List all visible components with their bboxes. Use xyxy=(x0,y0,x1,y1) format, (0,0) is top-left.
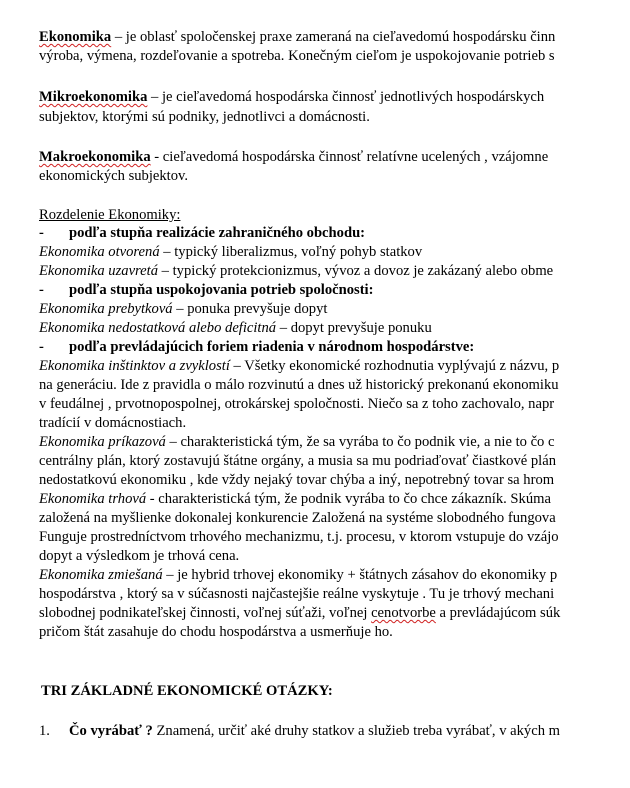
term-makroekonomika: Makroekonomika xyxy=(39,149,151,165)
item-otvorena: Ekonomika otvorená – typický liberalizmus, voľný pohyb statkov xyxy=(39,244,423,260)
item-trhova-line-3: Funguje prostredníctvom trhového mechanizmu, t.j. procesu, v ktorom vstupuje do vzájo xyxy=(39,529,559,545)
category-heading-2: - podľa stupňa uspokojovania potrieb spoločnosti: xyxy=(39,282,374,298)
category-heading-3: - podľa prevládajúcich foriem riadenia v národnom hospodárstve: xyxy=(39,339,475,355)
item-instinktov: Ekonomika inštinktov a zvyklostí – Všetky ekonomické rozhodnutia vyplývajú z názvu, p xyxy=(39,358,560,374)
mikroekonomika-definition-line-1: Mikroekonomika – je cieľavedomá hospodárska činnosť jednotlivých hospodárskych xyxy=(39,89,545,105)
item-instinktov-line-3: v feudálnej , prvotnopospolnej, otrokárskej spoločnosti. Niečo sa z toho zachovalo, napr xyxy=(39,396,555,412)
item-zmiesana-line-2: hospodárstva , ktorý sa v súčasnosti najčastejšie reálne vyskytuje . Tu je trhový mechani xyxy=(39,586,555,602)
term-mikroekonomika: Mikroekonomika xyxy=(39,89,148,105)
makroekonomika-definition-line-2: ekonomických subjektov. xyxy=(39,168,189,184)
item-zmiesana-line-3: slobodnej podnikateľskej činnosti, voľnej súťaži, voľnej cenotvorbe a prevládajúcom súk xyxy=(39,605,561,621)
item-trhova-line-2: založená na myšlienke dokonalej konkurencie Založená na systéme slobodného fungova xyxy=(39,510,556,526)
item-zmiesana-line-4: pričom štát zasahuje do chodu hospodárstva a usmerňuje ho. xyxy=(39,624,393,640)
item-trhova: Ekonomika trhová - charakteristická tým, že podnik vyrába to čo chce zákazník. Skúma xyxy=(39,491,551,507)
item-prikazova-line-3: nedostatkovú ekonomiku , kde vždy nejaký tovar chýba a iný, nepotrebný tovar sa hrom xyxy=(39,472,555,488)
item-zmiesana: Ekonomika zmiešaná – je hybrid trhovej ekonomiky + štátnych zásahov do ekonomiky p xyxy=(39,567,558,583)
misspelled-word: cenotvorbe xyxy=(371,605,436,621)
term-ekonomika: Ekonomika xyxy=(39,29,112,45)
item-prikazova: Ekonomika príkazová – charakteristická tým, že sa vyrába to čo podnik vie, a nie to čo c xyxy=(39,434,555,450)
rozdelenie-heading: Rozdelenie Ekonomiky: xyxy=(39,207,181,223)
item-nedostatkova: Ekonomika nedostatková alebo deficitná – dopyt prevyšuje ponuku xyxy=(39,320,432,336)
item-prikazova-line-2: centrálny plán, ktorý zostavujú štátne orgány, a musia sa mu podriaďovať čiastkové plán xyxy=(39,453,556,469)
section-title: TRI ZÁKLADNÉ EKONOMICKÉ OTÁZKY: xyxy=(41,683,333,699)
item-prebytkova: Ekonomika prebytková – ponuka prevyšuje dopyt xyxy=(39,301,328,317)
question-1: 1. Čo vyrábať ? Znamená, určiť aké druhy statkov a služieb treba vyrábať, v akých m xyxy=(39,723,560,739)
item-instinktov-line-4: tradícií v domácnostiach. xyxy=(39,415,187,431)
mikroekonomika-definition-line-2: subjektov, ktorými sú podniky, jednotlivci a domácnosti. xyxy=(39,109,370,125)
item-uzavreta: Ekonomika uzavretá – typický protekcionizmus, vývoz a dovoz je zakázaný alebo obme xyxy=(39,263,554,279)
makroekonomika-definition-line-1: Makroekonomika - cieľavedomá hospodárska činnosť relatívne ucelených , vzájomne xyxy=(39,149,549,165)
item-instinktov-line-2: na generáciu. Ide z pravidla o málo rozvinutú a dnes už historický prekonanú ekonomiku xyxy=(39,377,559,393)
ekonomika-definition-line-2: výroba, výmena, rozdeľovanie a spotreba. Konečným cieľom je uspokojovanie potrieb s xyxy=(39,48,555,64)
ekonomika-definition-line-1: Ekonomika – je oblasť spoločenskej praxe zameraná na cieľavedomú hospodársku činn xyxy=(39,29,556,45)
category-heading-1: - podľa stupňa realizácie zahraničného obchodu: xyxy=(39,225,366,241)
item-trhova-line-4: dopyt a výsledkom je trhová cena. xyxy=(39,548,240,564)
